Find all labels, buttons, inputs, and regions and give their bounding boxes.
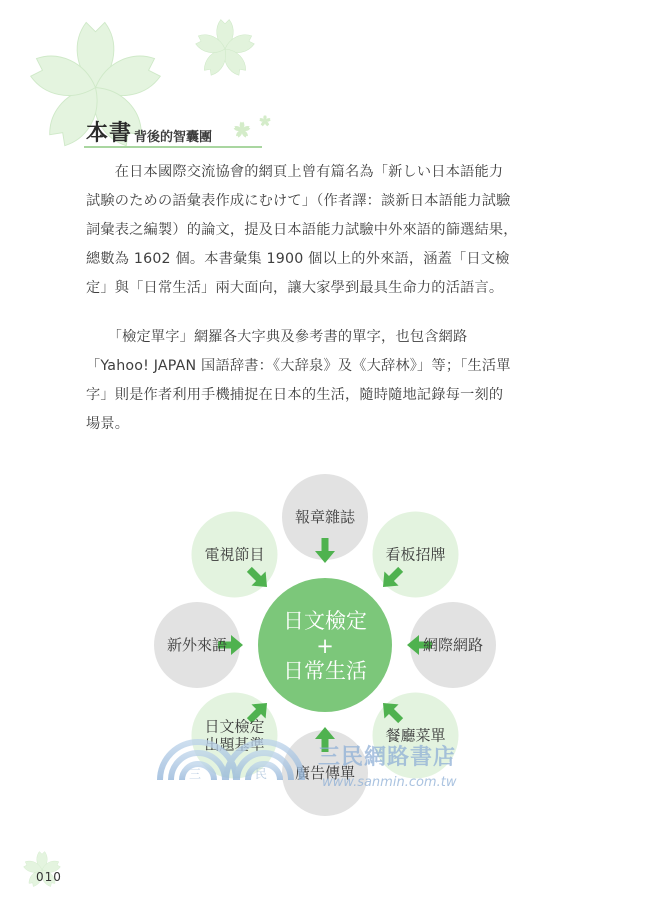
paragraph-line: 「檢定單字」網羅各大字典及參考書的單字，也包含網路: [86, 329, 468, 345]
center-plus: +: [316, 634, 334, 658]
paragraph-line: 場景。: [86, 416, 130, 432]
source-node-label: 出題基準: [204, 735, 265, 754]
watermark-store-name: 三民網路書店: [318, 744, 457, 770]
source-node-label: 網際網路: [422, 636, 484, 654]
center-line-2: 日常生活: [283, 659, 367, 683]
watermark-url: www.sanmin.com.tw: [322, 775, 457, 790]
source-node-label: 電視節目: [204, 545, 265, 564]
page-number: 010: [36, 870, 62, 884]
watermark-char: 三: [188, 767, 202, 781]
source-node-label: 看板招牌: [385, 545, 446, 564]
paragraph-line: 試験のための語彙表作成にむけて」（作者譯：談新日本語能力試驗: [86, 193, 511, 209]
sakura-flower-tiny-icon: [258, 114, 272, 128]
paragraph-line: 定」與「日常生活」兩大面向，讓大家學到最具生命力的活語言。: [86, 280, 504, 296]
paragraph-line: 總數為 1602 個。本書彙集 1900 個以上的外來語，涵蓋「日文檢: [86, 251, 510, 267]
intro-paragraph: [86, 158, 574, 303]
source-node-label: 新外來語: [166, 636, 228, 654]
center-line-1: 日文檢定: [283, 609, 367, 633]
vocabulary-paragraph: [86, 323, 574, 439]
watermark-char: 民: [254, 767, 268, 781]
paragraph-line: 在日本國際交流協會的網頁上曾有篇名為「新しい日本語能力: [86, 164, 504, 180]
section-title: [86, 116, 212, 147]
title-underline: [84, 146, 262, 148]
section-title-main: 本書: [86, 121, 133, 146]
paragraph-line: 字」則是作者利用手機捕捉在日本的生活，隨時隨地記錄每一刻的: [86, 387, 504, 403]
paragraph-line: 「Yahoo! JAPAN 国語辞書：《大辞泉》及《大辞林》」等；「生活單: [86, 358, 511, 374]
sources-diagram: [0, 460, 650, 860]
source-node-label: 餐廳菜單: [385, 726, 446, 745]
sakura-flower-medium-icon: [190, 14, 260, 84]
paragraph-line: 詞彙表之編製）的論文，提及日本語能力試驗中外來語的篩選結果，: [86, 222, 518, 238]
source-node-label: 廣告傳單: [294, 764, 356, 782]
sakura-flower-small-icon: [232, 120, 252, 140]
source-node-label: 日文檢定: [204, 717, 265, 736]
source-node-label: 報章雜誌: [294, 508, 356, 526]
section-title-sub: 背後的智囊團: [134, 130, 213, 145]
